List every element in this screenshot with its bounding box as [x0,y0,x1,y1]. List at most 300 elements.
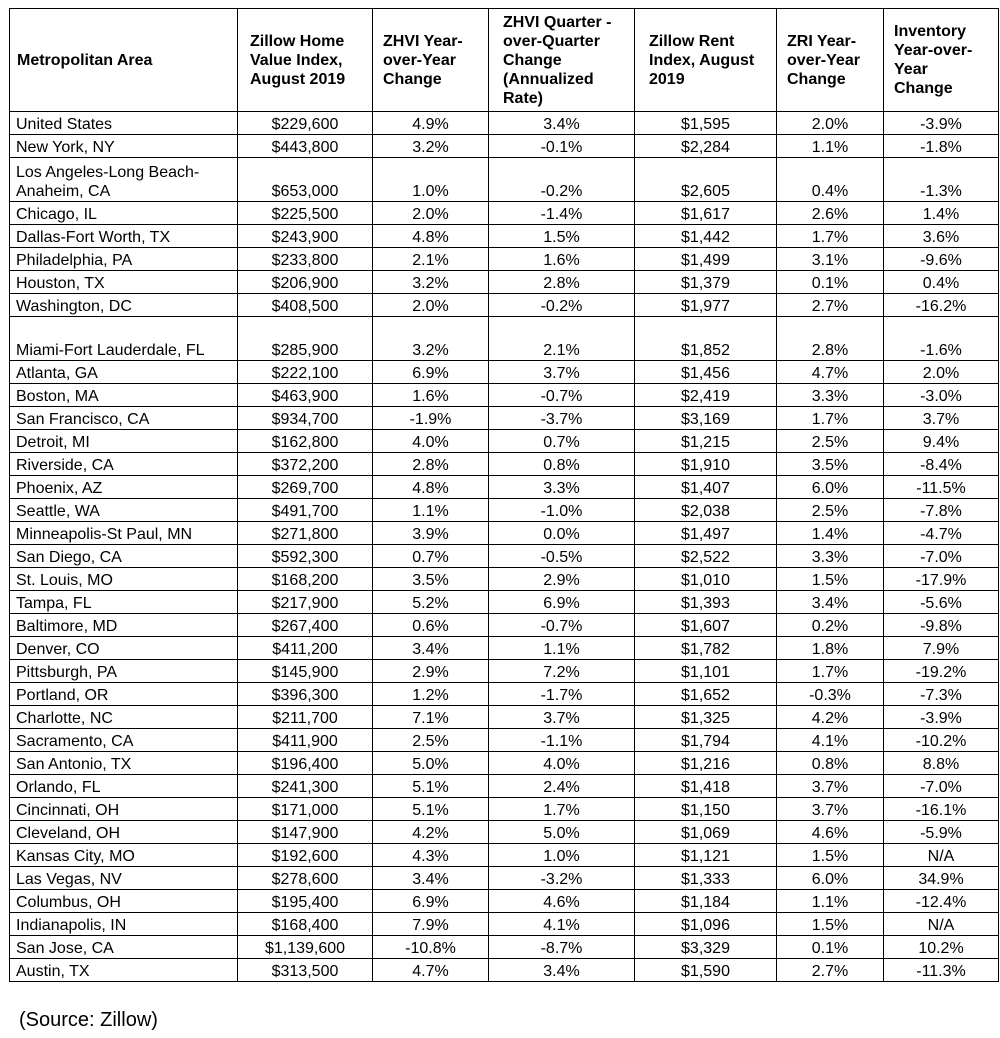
inventory-yoy-cell: -4.7% [884,522,999,545]
table-row [10,271,999,294]
zhvi-yoy-cell: 5.2% [373,591,489,614]
header-inventory-yoy: Inventory Year-over-Year Change [884,9,999,112]
metro-area-cell: Los Angeles-Long Beach-Anaheim, CA [10,158,238,202]
zhvi-qoq-cell: 7.2% [489,660,635,683]
inventory-yoy-cell: 7.9% [884,637,999,660]
zhvi-qoq-cell: 2.8% [489,271,635,294]
zhvi-qoq-cell: -0.7% [489,614,635,637]
table-row [10,499,999,522]
zri-yoy-cell: 2.7% [777,959,884,982]
metro-area-cell: Columbus, OH [10,890,238,913]
inventory-yoy-cell: -9.6% [884,248,999,271]
zri-yoy-cell: 1.8% [777,637,884,660]
zri-yoy-cell: 2.5% [777,430,884,453]
zri-yoy-cell: 1.5% [777,844,884,867]
zhvi-yoy-cell: 3.2% [373,135,489,158]
metro-area-cell: Orlando, FL [10,775,238,798]
rent-index-cell: $1,456 [635,361,777,384]
rent-index-cell: $2,419 [635,384,777,407]
home-value-cell: $222,100 [238,361,373,384]
inventory-yoy-cell: -16.2% [884,294,999,317]
table-row [10,936,999,959]
zhvi-yoy-cell: 1.2% [373,683,489,706]
zillow-metro-table [9,8,999,982]
zri-yoy-cell: 1.7% [777,660,884,683]
zri-yoy-cell: 3.7% [777,798,884,821]
zhvi-qoq-cell: -0.7% [489,384,635,407]
zri-yoy-cell: 4.1% [777,729,884,752]
zhvi-yoy-cell: 3.2% [373,271,489,294]
table-row [10,135,999,158]
table-row [10,158,999,202]
header-zhvi-qoq: ZHVI Quarter -over-Quarter Change (Annualized Rate) [489,9,635,112]
rent-index-cell: $1,977 [635,294,777,317]
inventory-yoy-cell: 34.9% [884,867,999,890]
rent-index-cell: $1,101 [635,660,777,683]
home-value-cell: $206,900 [238,271,373,294]
home-value-cell: $168,400 [238,913,373,936]
zhvi-qoq-cell: -8.7% [489,936,635,959]
inventory-yoy-cell: -16.1% [884,798,999,821]
zhvi-yoy-cell: 4.8% [373,476,489,499]
zhvi-qoq-cell: 1.7% [489,798,635,821]
zhvi-qoq-cell: 2.4% [489,775,635,798]
zhvi-yoy-cell: 2.0% [373,202,489,225]
zri-yoy-cell: 1.5% [777,913,884,936]
table-row [10,683,999,706]
table-row [10,361,999,384]
home-value-cell: $1,139,600 [238,936,373,959]
zhvi-yoy-cell: 3.2% [373,317,489,361]
rent-index-cell: $3,329 [635,936,777,959]
inventory-yoy-cell: 0.4% [884,271,999,294]
zhvi-qoq-cell: -0.2% [489,294,635,317]
metro-area-cell: United States [10,112,238,135]
table-row [10,913,999,936]
rent-index-cell: $2,038 [635,499,777,522]
home-value-cell: $196,400 [238,752,373,775]
table-row [10,522,999,545]
metro-area-cell: Austin, TX [10,959,238,982]
zhvi-qoq-cell: 1.1% [489,637,635,660]
home-value-cell: $411,200 [238,637,373,660]
home-value-cell: $211,700 [238,706,373,729]
table-row [10,867,999,890]
zhvi-qoq-cell: 4.1% [489,913,635,936]
zhvi-yoy-cell: 2.0% [373,294,489,317]
inventory-yoy-cell: -1.3% [884,158,999,202]
zhvi-yoy-cell: 3.4% [373,637,489,660]
metro-area-cell: Sacramento, CA [10,729,238,752]
metro-area-cell: Tampa, FL [10,591,238,614]
home-value-cell: $195,400 [238,890,373,913]
zhvi-yoy-cell: 4.7% [373,959,489,982]
metro-area-cell: Washington, DC [10,294,238,317]
table-row [10,202,999,225]
table-row [10,453,999,476]
zri-yoy-cell: 1.4% [777,522,884,545]
home-value-cell: $225,500 [238,202,373,225]
zhvi-qoq-cell: 1.0% [489,844,635,867]
inventory-yoy-cell: -7.0% [884,775,999,798]
table-row [10,706,999,729]
zhvi-qoq-cell: 3.4% [489,959,635,982]
home-value-cell: $192,600 [238,844,373,867]
zhvi-qoq-cell: 2.9% [489,568,635,591]
header-rent-index: Zillow Rent Index, August 2019 [635,9,777,112]
zri-yoy-cell: 0.1% [777,936,884,959]
zri-yoy-cell: 3.3% [777,384,884,407]
rent-index-cell: $1,010 [635,568,777,591]
rent-index-cell: $1,393 [635,591,777,614]
inventory-yoy-cell: N/A [884,844,999,867]
inventory-yoy-cell: -11.3% [884,959,999,982]
table-header [10,9,999,112]
home-value-cell: $168,200 [238,568,373,591]
zhvi-yoy-cell: 6.9% [373,890,489,913]
home-value-cell: $243,900 [238,225,373,248]
zri-yoy-cell: 6.0% [777,867,884,890]
header-zhvi-yoy: ZHVI Year-over-Year Change [373,9,489,112]
header-zri-yoy: ZRI Year-over-Year Change [777,9,884,112]
rent-index-cell: $1,794 [635,729,777,752]
metro-area-cell: Charlotte, NC [10,706,238,729]
inventory-yoy-cell: 1.4% [884,202,999,225]
metro-area-cell: Riverside, CA [10,453,238,476]
table-row [10,430,999,453]
inventory-yoy-cell: -3.9% [884,706,999,729]
rent-index-cell: $1,910 [635,453,777,476]
inventory-yoy-cell: -3.0% [884,384,999,407]
zri-yoy-cell: 2.0% [777,112,884,135]
rent-index-cell: $1,121 [635,844,777,867]
table-row [10,775,999,798]
zri-yoy-cell: 6.0% [777,476,884,499]
zhvi-qoq-cell: -3.7% [489,407,635,430]
zhvi-qoq-cell: 1.6% [489,248,635,271]
zhvi-yoy-cell: 1.6% [373,384,489,407]
zhvi-qoq-cell: -0.1% [489,135,635,158]
zri-yoy-cell: 0.2% [777,614,884,637]
table-row [10,821,999,844]
metro-area-cell: Minneapolis-St Paul, MN [10,522,238,545]
home-value-cell: $408,500 [238,294,373,317]
metro-area-cell: Phoenix, AZ [10,476,238,499]
metro-area-cell: New York, NY [10,135,238,158]
home-value-cell: $217,900 [238,591,373,614]
metro-area-cell: Houston, TX [10,271,238,294]
metro-area-cell: Portland, OR [10,683,238,706]
zri-yoy-cell: 3.4% [777,591,884,614]
inventory-yoy-cell: -9.8% [884,614,999,637]
zhvi-yoy-cell: 1.1% [373,499,489,522]
zri-yoy-cell: 2.6% [777,202,884,225]
rent-index-cell: $1,150 [635,798,777,821]
rent-index-cell: $1,184 [635,890,777,913]
rent-index-cell: $1,216 [635,752,777,775]
rent-index-cell: $1,333 [635,867,777,890]
zhvi-yoy-cell: 4.2% [373,821,489,844]
zhvi-yoy-cell: 5.1% [373,798,489,821]
zhvi-qoq-cell: 0.0% [489,522,635,545]
zhvi-qoq-cell: 2.1% [489,317,635,361]
rent-index-cell: $1,595 [635,112,777,135]
home-value-cell: $229,600 [238,112,373,135]
zri-yoy-cell: 4.7% [777,361,884,384]
table-row [10,591,999,614]
zri-yoy-cell: 2.8% [777,317,884,361]
inventory-yoy-cell: -1.6% [884,317,999,361]
zhvi-qoq-cell: 1.5% [489,225,635,248]
zhvi-qoq-cell: -1.7% [489,683,635,706]
metro-area-cell: Cleveland, OH [10,821,238,844]
zri-yoy-cell: 0.1% [777,271,884,294]
home-value-cell: $372,200 [238,453,373,476]
home-value-cell: $171,000 [238,798,373,821]
inventory-yoy-cell: -8.4% [884,453,999,476]
table-row [10,660,999,683]
metro-area-cell: Dallas-Fort Worth, TX [10,225,238,248]
rent-index-cell: $1,407 [635,476,777,499]
table-row [10,476,999,499]
rent-index-cell: $1,782 [635,637,777,660]
home-value-cell: $934,700 [238,407,373,430]
inventory-yoy-cell: 9.4% [884,430,999,453]
table-row [10,890,999,913]
zhvi-qoq-cell: -1.1% [489,729,635,752]
zri-yoy-cell: 1.5% [777,568,884,591]
zhvi-yoy-cell: 3.9% [373,522,489,545]
zhvi-qoq-cell: 3.7% [489,361,635,384]
metro-area-cell: Kansas City, MO [10,844,238,867]
rent-index-cell: $1,590 [635,959,777,982]
zhvi-qoq-cell: 6.9% [489,591,635,614]
zhvi-yoy-cell: 0.6% [373,614,489,637]
zhvi-qoq-cell: 3.4% [489,112,635,135]
zri-yoy-cell: 3.5% [777,453,884,476]
rent-index-cell: $2,284 [635,135,777,158]
home-value-cell: $145,900 [238,660,373,683]
metro-area-cell: Cincinnati, OH [10,798,238,821]
zhvi-yoy-cell: -1.9% [373,407,489,430]
zhvi-yoy-cell: 2.5% [373,729,489,752]
zri-yoy-cell: 1.7% [777,407,884,430]
table-row [10,568,999,591]
zhvi-yoy-cell: 4.0% [373,430,489,453]
zhvi-yoy-cell: 2.1% [373,248,489,271]
home-value-cell: $592,300 [238,545,373,568]
rent-index-cell: $3,169 [635,407,777,430]
rent-index-cell: $1,607 [635,614,777,637]
inventory-yoy-cell: 8.8% [884,752,999,775]
zri-yoy-cell: 0.8% [777,752,884,775]
rent-index-cell: $1,325 [635,706,777,729]
zhvi-yoy-cell: 7.9% [373,913,489,936]
table-row [10,225,999,248]
table-row [10,959,999,982]
rent-index-cell: $1,852 [635,317,777,361]
home-value-cell: $233,800 [238,248,373,271]
header-metropolitan-area: Metropolitan Area [10,9,238,112]
metro-area-cell: Pittsburgh, PA [10,660,238,683]
rent-index-cell: $1,497 [635,522,777,545]
metro-area-cell: Atlanta, GA [10,361,238,384]
metro-area-cell: San Antonio, TX [10,752,238,775]
rent-index-cell: $1,442 [635,225,777,248]
zhvi-qoq-cell: 0.8% [489,453,635,476]
zhvi-qoq-cell: -3.2% [489,867,635,890]
inventory-yoy-cell: 3.6% [884,225,999,248]
table-row [10,752,999,775]
metro-area-cell: Denver, CO [10,637,238,660]
zhvi-yoy-cell: 7.1% [373,706,489,729]
zhvi-yoy-cell: 3.4% [373,867,489,890]
zri-yoy-cell: 4.6% [777,821,884,844]
inventory-yoy-cell: 3.7% [884,407,999,430]
source-note: (Source: Zillow) [19,1009,158,1031]
inventory-yoy-cell: -3.9% [884,112,999,135]
table-row [10,798,999,821]
zri-yoy-cell: 1.1% [777,135,884,158]
zhvi-yoy-cell: 0.7% [373,545,489,568]
table-row [10,729,999,752]
metro-area-cell: San Diego, CA [10,545,238,568]
metro-area-cell: San Jose, CA [10,936,238,959]
zhvi-qoq-cell: -1.4% [489,202,635,225]
zri-yoy-cell: 2.5% [777,499,884,522]
table-row [10,614,999,637]
rent-index-cell: $2,605 [635,158,777,202]
zri-yoy-cell: 0.4% [777,158,884,202]
home-value-cell: $162,800 [238,430,373,453]
metro-area-cell: Detroit, MI [10,430,238,453]
home-value-cell: $285,900 [238,317,373,361]
home-value-cell: $463,900 [238,384,373,407]
zri-yoy-cell: -0.3% [777,683,884,706]
zhvi-qoq-cell: -0.5% [489,545,635,568]
zhvi-qoq-cell: -1.0% [489,499,635,522]
metro-area-cell: Indianapolis, IN [10,913,238,936]
zhvi-yoy-cell: 4.8% [373,225,489,248]
inventory-yoy-cell: 2.0% [884,361,999,384]
header-row [10,9,999,112]
home-value-cell: $411,900 [238,729,373,752]
metro-area-cell: San Francisco, CA [10,407,238,430]
inventory-yoy-cell: -1.8% [884,135,999,158]
rent-index-cell: $1,418 [635,775,777,798]
table-row [10,407,999,430]
table-body [10,112,999,982]
rent-index-cell: $1,499 [635,248,777,271]
metro-area-cell: St. Louis, MO [10,568,238,591]
home-value-cell: $241,300 [238,775,373,798]
rent-index-cell: $1,215 [635,430,777,453]
metro-area-cell: Philadelphia, PA [10,248,238,271]
inventory-yoy-cell: -7.0% [884,545,999,568]
table-row [10,317,999,361]
home-value-cell: $147,900 [238,821,373,844]
metro-area-cell: Boston, MA [10,384,238,407]
zhvi-yoy-cell: 1.0% [373,158,489,202]
home-value-cell: $269,700 [238,476,373,499]
inventory-yoy-cell: -5.9% [884,821,999,844]
zri-yoy-cell: 2.7% [777,294,884,317]
zhvi-qoq-cell: 4.0% [489,752,635,775]
home-value-cell: $271,800 [238,522,373,545]
zhvi-yoy-cell: 6.9% [373,361,489,384]
home-value-cell: $267,400 [238,614,373,637]
table-row [10,248,999,271]
table-row [10,637,999,660]
rent-index-cell: $1,652 [635,683,777,706]
zhvi-yoy-cell: 5.0% [373,752,489,775]
zhvi-yoy-cell: 3.5% [373,568,489,591]
header-home-value-index: Zillow Home Value Index, August 2019 [238,9,373,112]
inventory-yoy-cell: -12.4% [884,890,999,913]
zhvi-yoy-cell: 2.8% [373,453,489,476]
metro-area-cell: Miami-Fort Lauderdale, FL [10,317,238,361]
inventory-yoy-cell: -7.8% [884,499,999,522]
table-row [10,384,999,407]
zri-yoy-cell: 3.3% [777,545,884,568]
metro-area-cell: Chicago, IL [10,202,238,225]
inventory-yoy-cell: -19.2% [884,660,999,683]
table-row [10,545,999,568]
rent-index-cell: $2,522 [635,545,777,568]
inventory-yoy-cell: N/A [884,913,999,936]
zhvi-qoq-cell: -0.2% [489,158,635,202]
inventory-yoy-cell: -5.6% [884,591,999,614]
zri-yoy-cell: 1.7% [777,225,884,248]
home-value-cell: $313,500 [238,959,373,982]
zhvi-qoq-cell: 4.6% [489,890,635,913]
zhvi-qoq-cell: 3.7% [489,706,635,729]
inventory-yoy-cell: -10.2% [884,729,999,752]
inventory-yoy-cell: -17.9% [884,568,999,591]
zhvi-yoy-cell: 2.9% [373,660,489,683]
zhvi-yoy-cell: 4.3% [373,844,489,867]
zhvi-yoy-cell: -10.8% [373,936,489,959]
home-value-cell: $443,800 [238,135,373,158]
table-row [10,112,999,135]
zhvi-yoy-cell: 5.1% [373,775,489,798]
home-value-cell: $653,000 [238,158,373,202]
metro-area-cell: Seattle, WA [10,499,238,522]
zri-yoy-cell: 3.7% [777,775,884,798]
inventory-yoy-cell: -11.5% [884,476,999,499]
zhvi-qoq-cell: 5.0% [489,821,635,844]
rent-index-cell: $1,617 [635,202,777,225]
zhvi-qoq-cell: 3.3% [489,476,635,499]
zri-yoy-cell: 3.1% [777,248,884,271]
rent-index-cell: $1,379 [635,271,777,294]
rent-index-cell: $1,069 [635,821,777,844]
inventory-yoy-cell: -7.3% [884,683,999,706]
zhvi-yoy-cell: 4.9% [373,112,489,135]
home-value-cell: $278,600 [238,867,373,890]
table-row [10,844,999,867]
rent-index-cell: $1,096 [635,913,777,936]
zri-yoy-cell: 1.1% [777,890,884,913]
table-row [10,294,999,317]
metro-area-cell: Baltimore, MD [10,614,238,637]
inventory-yoy-cell: 10.2% [884,936,999,959]
home-value-cell: $491,700 [238,499,373,522]
zri-yoy-cell: 4.2% [777,706,884,729]
metro-area-cell: Las Vegas, NV [10,867,238,890]
zhvi-qoq-cell: 0.7% [489,430,635,453]
home-value-cell: $396,300 [238,683,373,706]
